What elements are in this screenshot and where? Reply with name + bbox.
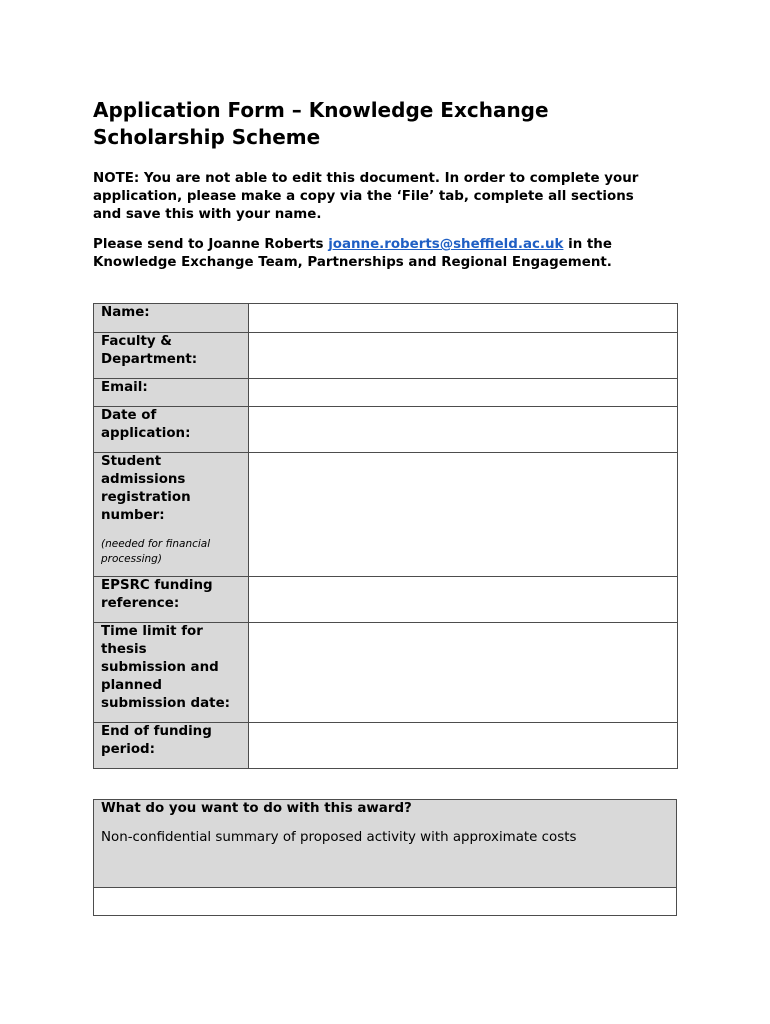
thesis-submission-field[interactable] [249, 623, 678, 723]
award-table [93, 799, 677, 916]
contact-line-2: Knowledge Exchange Team, Partnerships and Regional Engagement. [93, 255, 612, 270]
student-registration-number-field[interactable] [249, 453, 678, 577]
table-row [94, 379, 678, 407]
field-label-faculty: Faculty & Department: [94, 333, 249, 379]
table-row [94, 407, 678, 453]
contact-line-1 [93, 236, 685, 254]
table-row [94, 304, 678, 333]
field-label-student-number: Student admissions registration number: (needed for financial processing) [94, 453, 249, 577]
award-subtitle: Non-confidential summary of proposed activity with approximate costs [101, 830, 577, 845]
table-row [94, 723, 678, 769]
table-row [94, 800, 677, 888]
name-field[interactable] [249, 304, 678, 333]
faculty-department-field[interactable] [249, 333, 678, 379]
note-line: application, please make a copy via the ‘File’ tab, complete all sections [93, 189, 634, 204]
table-row [94, 623, 678, 723]
end-of-funding-period-field[interactable] [249, 723, 678, 769]
award-question: What do you want to do with this award? [101, 801, 412, 816]
email-link[interactable]: joanne.roberts@sheffield.ac.uk [328, 237, 564, 252]
field-label-end-of-funding: End of funding period: [94, 723, 249, 769]
epsrc-funding-reference-field[interactable] [249, 577, 678, 623]
field-label-date: Date of application: [94, 407, 249, 453]
date-of-application-field[interactable] [249, 407, 678, 453]
contact-prefix: Please send to Joanne Roberts [93, 237, 329, 252]
title-line: Application Form – Knowledge Exchange [93, 98, 549, 122]
note-line: and save this with your name. [93, 207, 322, 222]
award-question-cell [94, 800, 677, 888]
note-line: NOTE: You are not able to edit this document. In order to complete your [93, 171, 639, 186]
email-field[interactable] [249, 379, 678, 407]
field-label-email: Email: [94, 379, 249, 407]
applicant-details-table [93, 303, 678, 769]
document-title [93, 97, 693, 151]
financial-processing-note: (needed for financial processing) [101, 538, 211, 565]
table-row [94, 888, 677, 916]
edit-note [93, 170, 685, 224]
table-row [94, 333, 678, 379]
table-row [94, 577, 678, 623]
table-row [94, 453, 678, 577]
title-line: Scholarship Scheme [93, 125, 321, 149]
contact-suffix: in the [563, 237, 612, 252]
field-label-name: Name: [94, 304, 249, 333]
award-answer-field[interactable] [94, 888, 677, 916]
field-label-epsrc: EPSRC funding reference: [94, 577, 249, 623]
contact-instructions [93, 236, 685, 272]
field-label-time-limit: Time limit for thesis submission and planned submission date: [94, 623, 249, 723]
